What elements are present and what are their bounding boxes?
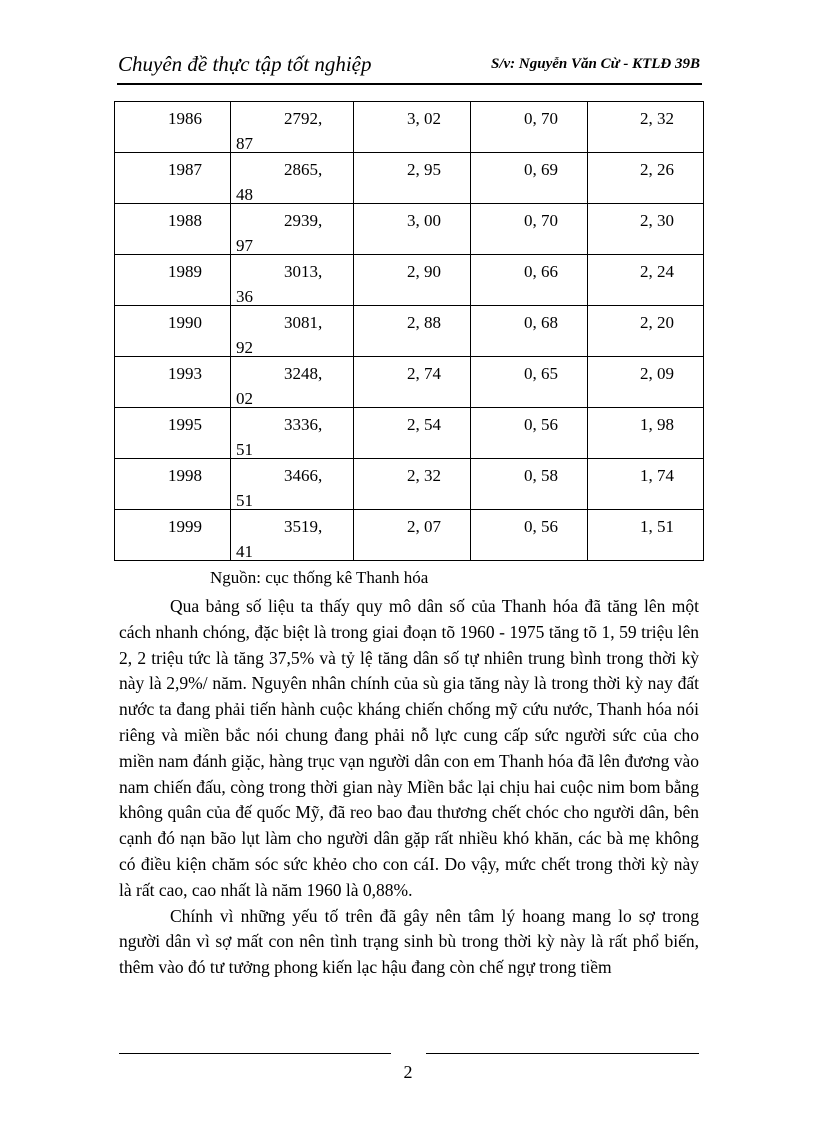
paragraph: Qua bảng số liệu ta thấy quy mô dân số của Thanh hóa đã tăng lên một cách nhanh chóng, đặc biệt là trong giai đoạn tõ 1960 - 1975 tăng tõ 1, 59 triệu lên 2, 2 triệu tức là tăng 37,5% và tỷ lệ tăng dân số tự nhiên trung bình trong thời kỳ này là 2,9%/ năm. Nguyên nhân chính của sù gia tăng này là trong thời kỳ nay đất nước ta đang phải tiến hành cuộc kháng chiến chống mỹ cứu nước, Thanh hóa nói riêng và miền bắc nói chung đang phải nỗ lực cung cấp sức người sức của cho miền nam đánh giặc, hàng trục vạn người dân con em Thanh hóa đã lên đương vào nam chiến đấu, còng trong thời gian này Miền bắc lại chịu hai cuộc nim bom bằng không quân của đế quốc Mỹ, đã reo bao đau thương chết chóc cho người dân, bên cạnh đó nạn bão lụt làm cho người dân gặp rất nhiều khó khăn, các bà mẹ không có điều kiện chăm sóc sức khẻo cho con cáI. Do vậy, mức chết trong thời kỳ này là rất cao, cao nhất là năm 1960 là 0,88%. (119, 596, 699, 900)
death-rate-cell: 0, 69 (524, 160, 558, 179)
population-value: 2792, (284, 109, 323, 128)
table-row (115, 102, 704, 153)
birth-rate-cell: 2, 32 (407, 466, 441, 485)
birth-rate-cell: 3, 00 (407, 211, 441, 230)
table-cell (115, 306, 231, 357)
table-body (115, 102, 704, 561)
table-cell (588, 357, 704, 408)
year-cell: 1987 (168, 160, 202, 179)
year-cell: 1988 (168, 211, 202, 230)
table-row (115, 306, 704, 357)
population-value: 3466, (284, 466, 323, 485)
table-cell (231, 408, 354, 459)
table-cell (471, 459, 588, 510)
table-cell (231, 102, 354, 153)
year-cell: 1995 (168, 415, 202, 434)
table-row (115, 408, 704, 459)
natural-growth-cell: 1, 51 (640, 517, 674, 536)
footer-rule-right (426, 1053, 699, 1054)
death-rate-cell: 0, 70 (524, 109, 558, 128)
population-value: 3336, (284, 415, 323, 434)
header-author: S/v: Nguyễn Văn Cừ - KTLĐ 39B (491, 56, 700, 72)
natural-growth-cell: 1, 74 (640, 466, 674, 485)
death-rate-cell: 0, 70 (524, 211, 558, 230)
population-value-continued: 41 (236, 542, 253, 561)
paragraph: Chính vì những yếu tố trên đã gây nên tâm lý hoang mang lo sợ trong người dân vì sợ mất con nên tình trạng sinh bù trong thời kỳ này là rất phổ biến, thêm vào đó tư tưởng phong kiến lạc hậu đang còn chế ngự trong tiềm (119, 905, 699, 978)
year-cell: 1990 (168, 313, 202, 332)
table-cell (231, 357, 354, 408)
table-cell (588, 459, 704, 510)
population-table (114, 101, 704, 561)
table-row (115, 204, 704, 255)
body-text (119, 594, 699, 981)
table-cell (588, 510, 704, 561)
death-rate-cell: 0, 65 (524, 364, 558, 383)
table-cell (354, 408, 471, 459)
population-value: 2939, (284, 211, 323, 230)
table-cell (115, 408, 231, 459)
natural-growth-cell: 2, 09 (640, 364, 674, 383)
table-cell (231, 153, 354, 204)
year-cell: 1998 (168, 466, 202, 485)
table-cell (471, 510, 588, 561)
population-value-continued: 92 (236, 338, 253, 357)
natural-growth-cell: 2, 26 (640, 160, 674, 179)
header-title: Chuyên đề thực tập tốt nghiệp (118, 52, 372, 76)
birth-rate-cell: 2, 88 (407, 313, 441, 332)
population-value: 3519, (284, 517, 323, 536)
table-cell (115, 510, 231, 561)
death-rate-cell: 0, 66 (524, 262, 558, 281)
population-value-continued: 48 (236, 185, 253, 204)
year-cell: 1993 (168, 364, 202, 383)
table-cell (354, 357, 471, 408)
death-rate-cell: 0, 56 (524, 415, 558, 434)
table-cell (115, 255, 231, 306)
table-row (115, 153, 704, 204)
death-rate-cell: 0, 58 (524, 466, 558, 485)
table-cell (115, 357, 231, 408)
table-cell (471, 357, 588, 408)
natural-growth-cell: 2, 30 (640, 211, 674, 230)
table-cell (354, 255, 471, 306)
table-cell (471, 204, 588, 255)
table-source: Nguồn: cục thống kê Thanh hóa (210, 568, 429, 587)
table-cell (354, 459, 471, 510)
table-cell (231, 255, 354, 306)
population-value-continued: 87 (236, 134, 253, 153)
table-cell (115, 459, 231, 510)
table-cell (115, 153, 231, 204)
birth-rate-cell: 2, 07 (407, 517, 441, 536)
population-value-continued: 36 (236, 287, 253, 306)
table-cell (588, 255, 704, 306)
table-cell (588, 102, 704, 153)
population-value-continued: 51 (236, 440, 253, 459)
natural-growth-cell: 2, 32 (640, 109, 674, 128)
birth-rate-cell: 3, 02 (407, 109, 441, 128)
table-cell (588, 306, 704, 357)
table-cell (354, 510, 471, 561)
table-cell (231, 459, 354, 510)
table-cell (471, 408, 588, 459)
footer-rule-left (119, 1053, 391, 1054)
table-cell (354, 204, 471, 255)
birth-rate-cell: 2, 90 (407, 262, 441, 281)
table-cell (354, 153, 471, 204)
table-cell (588, 204, 704, 255)
table-row (115, 357, 704, 408)
year-cell: 1989 (168, 262, 202, 281)
natural-growth-cell: 1, 98 (640, 415, 674, 434)
birth-rate-cell: 2, 74 (407, 364, 441, 383)
birth-rate-cell: 2, 95 (407, 160, 441, 179)
table-cell (354, 102, 471, 153)
table-cell (588, 408, 704, 459)
population-value-continued: 97 (236, 236, 253, 255)
table-row (115, 510, 704, 561)
table-cell (231, 204, 354, 255)
population-value: 3013, (284, 262, 323, 281)
table-cell (471, 306, 588, 357)
header-rule (117, 83, 702, 85)
table-cell (231, 306, 354, 357)
table-row (115, 459, 704, 510)
table-cell (115, 204, 231, 255)
year-cell: 1986 (168, 109, 202, 128)
natural-growth-cell: 2, 24 (640, 262, 674, 281)
table-cell (471, 102, 588, 153)
population-value: 3248, (284, 364, 323, 383)
table-cell (354, 306, 471, 357)
table-row (115, 255, 704, 306)
population-value-continued: 02 (236, 389, 253, 408)
table-cell (471, 255, 588, 306)
table-cell (231, 510, 354, 561)
table-cell (588, 153, 704, 204)
page-number: 2 (403, 1062, 413, 1082)
death-rate-cell: 0, 56 (524, 517, 558, 536)
page-header (118, 52, 700, 82)
natural-growth-cell: 2, 20 (640, 313, 674, 332)
birth-rate-cell: 2, 54 (407, 415, 441, 434)
population-value-continued: 51 (236, 491, 253, 510)
population-value: 3081, (284, 313, 323, 332)
table-cell (471, 153, 588, 204)
death-rate-cell: 0, 68 (524, 313, 558, 332)
year-cell: 1999 (168, 517, 202, 536)
population-value: 2865, (284, 160, 323, 179)
table-cell (115, 102, 231, 153)
